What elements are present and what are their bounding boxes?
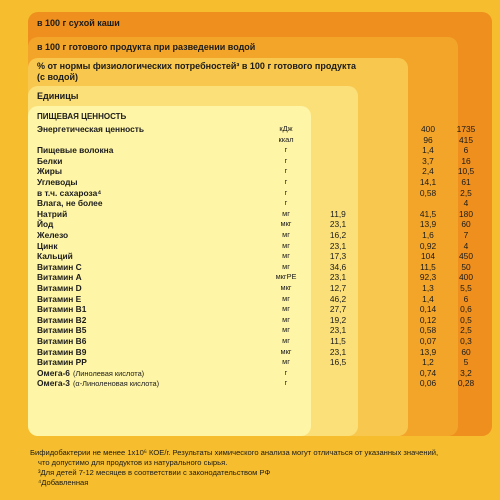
ready-product-cell: 1,3	[422, 283, 434, 293]
header-norm-line2: (с водой)	[37, 72, 79, 82]
table-row	[0, 156, 500, 167]
dry-product-cell: 3,2	[460, 367, 472, 378]
norm-percent-cell: 46,2	[329, 293, 347, 304]
nutrient-name	[37, 357, 87, 368]
nutrient-name	[37, 124, 144, 135]
table-row	[0, 145, 500, 156]
unit-cell: г	[284, 155, 288, 165]
unit-cell: г	[284, 145, 288, 155]
nutrient-name	[37, 304, 86, 315]
unit-cell: мг	[282, 293, 290, 303]
norm-percent-cell: 16,2	[329, 230, 347, 240]
footnote-line1: Бифидобактерии не менее 1х10⁶ КОЕ/г. Результаты химического анализа могут отличаться от указанных значений,	[30, 448, 439, 457]
ready-product-cell: 2,4	[422, 166, 434, 177]
unit-cell: мкг	[280, 346, 292, 356]
header-dry: в 100 г сухой каши	[37, 18, 120, 28]
unit-cell: мг	[282, 336, 290, 345]
nutrient-label: Кальций	[37, 251, 73, 262]
nutrient-label: Витамин В9	[37, 346, 87, 357]
unit-cell: мг	[282, 261, 290, 271]
dry-product-cell: 2,5	[460, 325, 472, 336]
ready-product-cell: 0,58	[419, 325, 437, 336]
nutrient-label: Витамин В6	[37, 336, 87, 346]
ready-product-cell: 0,92	[419, 240, 437, 251]
table-row	[0, 230, 500, 241]
nutrient-label: Витамин В1	[37, 304, 87, 315]
table-row	[0, 315, 500, 326]
unit-cell: мг	[282, 357, 290, 367]
norm-percent-cell: 27,7	[329, 304, 347, 315]
unit-cell: мкгРЕ	[275, 272, 297, 282]
dry-product-cell: 7	[463, 230, 469, 240]
nutrient-name	[37, 198, 102, 209]
dry-product-cell: 60	[461, 346, 471, 357]
ready-product-cell: 0,12	[419, 314, 437, 325]
unit-cell: мг	[282, 240, 290, 250]
nutrient-label: Натрий	[37, 208, 68, 219]
norm-percent-cell: 12,7	[329, 283, 347, 293]
nutrient-label: Витамин С	[37, 261, 82, 272]
unit-cell: мг	[282, 251, 290, 261]
dry-product-cell: 0,5	[460, 314, 472, 325]
table-row	[0, 262, 500, 273]
ready-product-cell: 1,6	[422, 230, 434, 240]
norm-percent-cell: 23,1	[329, 219, 347, 230]
unit-cell: мкг	[280, 283, 292, 292]
ready-product-cell: 1,4	[422, 293, 434, 304]
table-row	[0, 219, 500, 230]
nutrient-name	[37, 219, 53, 230]
norm-percent-cell: 23,1	[329, 272, 347, 283]
dry-product-cell: 4	[463, 198, 469, 209]
table-row	[0, 272, 500, 283]
nutrient-name	[37, 325, 86, 336]
dry-product-cell: 0,6	[460, 304, 472, 315]
table-row	[0, 357, 500, 368]
table-row	[0, 347, 500, 358]
nutrient-name	[37, 230, 68, 241]
nutrient-name	[37, 262, 82, 273]
nutrient-label: в т.ч. сахароза⁴	[37, 187, 102, 198]
dry-product-cell: 10,5	[457, 166, 475, 177]
section-title: ПИЩЕВАЯ ЦЕННОСТЬ	[37, 112, 127, 121]
footnote-line2: что допустимо для продуктов из натурального сырья.	[38, 458, 228, 467]
ready-product-cell: 0,58	[419, 187, 437, 198]
nutrient-name	[37, 294, 81, 305]
ready-product-cell: 11,5	[420, 261, 436, 272]
header-ready: в 100 г готового продукта при разведении водой	[37, 42, 256, 52]
footnote-line4: ⁴Добавленная	[38, 478, 89, 487]
nutrient-name	[37, 283, 82, 294]
footnote-line3: ³Для детей 7-12 месяцев в соответствии с законодательством РФ	[38, 468, 271, 477]
table-row	[0, 294, 500, 305]
dry-product-cell: 1735	[456, 124, 476, 134]
ready-product-cell: 14,1	[419, 177, 437, 187]
dry-product-cell: 0,28	[457, 378, 475, 389]
nutrient-name	[37, 177, 78, 188]
nutrient-label: Омега-6	[37, 367, 70, 378]
nutrient-label: Витамин В5	[37, 325, 87, 336]
dry-product-cell: 0,3	[460, 336, 472, 346]
dry-product-cell: 415	[459, 134, 473, 145]
dry-product-cell: 50	[461, 261, 471, 272]
table-row	[0, 198, 500, 209]
nutrient-name	[37, 378, 159, 390]
ready-product-cell: 0,14	[419, 304, 437, 315]
unit-cell: мг	[282, 304, 290, 314]
table-row	[0, 166, 500, 177]
table-row	[0, 304, 500, 315]
table-row	[0, 283, 500, 294]
norm-percent-cell: 23,1	[329, 346, 347, 357]
nutrient-label: Жиры	[37, 166, 62, 177]
norm-percent-cell: 11,9	[330, 208, 346, 219]
norm-percent-cell: 11,5	[330, 336, 346, 346]
nutrient-label: Витамин Е	[37, 293, 82, 304]
norm-percent-cell: 23,1	[329, 240, 347, 251]
dry-product-cell: 5,5	[460, 283, 472, 293]
table-row	[0, 188, 500, 199]
nutrient-label: Витамин В2	[37, 314, 87, 325]
unit-cell: мг	[282, 208, 290, 218]
ready-product-cell: 104	[421, 251, 435, 262]
ready-product-cell: 1,4	[422, 145, 434, 156]
ready-product-cell: 0,74	[419, 367, 437, 378]
nutrient-sublabel: (Линолевая кислота)	[72, 368, 145, 378]
nutrient-name	[37, 209, 67, 220]
unit-cell: ккал	[278, 134, 294, 144]
nutrient-label: Влага, не более	[37, 198, 103, 209]
norm-percent-cell: 34,6	[329, 261, 347, 272]
unit-cell: кДж	[279, 124, 293, 133]
dry-product-cell: 400	[459, 272, 473, 283]
nutrient-name	[37, 241, 58, 252]
header-norm-line1: % от нормы физиологических потребностей³ в 100 г готового продукта	[37, 61, 356, 71]
ready-product-cell: 41,5	[419, 208, 437, 219]
dry-product-cell: 61	[461, 177, 471, 187]
unit-cell: мг	[282, 230, 290, 239]
unit-cell: г	[284, 177, 288, 186]
nutrient-name	[37, 272, 82, 283]
nutrient-sublabel: (α-Линоленовая кислота)	[72, 379, 160, 389]
norm-percent-cell: 16,5	[329, 357, 347, 368]
table-row	[0, 209, 500, 220]
dry-product-cell: 2,5	[460, 187, 472, 198]
ready-product-cell: 13,9	[419, 219, 437, 230]
unit-cell: г	[284, 378, 288, 388]
unit-cell: мг	[282, 314, 290, 324]
nutrient-name	[37, 156, 62, 167]
nutrient-label: Энергетическая ценность	[37, 124, 145, 134]
nutrient-name	[37, 347, 86, 358]
ready-product-cell: 0,06	[419, 378, 437, 389]
dry-product-cell: 16	[461, 155, 471, 166]
dry-product-cell: 180	[459, 208, 473, 219]
unit-cell: мкг	[280, 219, 292, 229]
nutrient-label: Углеводы	[37, 177, 78, 187]
ready-product-cell: 3,7	[422, 155, 434, 166]
ready-product-cell: 0,07	[419, 336, 437, 346]
nutrient-name	[37, 166, 62, 177]
nutrient-label: Железо	[37, 230, 69, 240]
header-units: Единицы	[37, 91, 79, 101]
nutrient-label: Цинк	[37, 240, 58, 251]
table-row	[0, 368, 500, 379]
nutrient-name	[37, 315, 86, 326]
ready-product-cell: 400	[421, 124, 435, 134]
table-row	[0, 177, 500, 188]
ready-product-cell: 1,2	[422, 357, 434, 368]
ready-product-cell: 92,3	[419, 272, 437, 283]
table-row	[0, 124, 500, 135]
nutrient-name	[37, 251, 73, 262]
dry-product-cell: 6	[463, 293, 469, 304]
table-row	[0, 251, 500, 262]
nutrient-name	[37, 336, 86, 347]
nutrient-label: Пищевые волокна	[37, 145, 114, 156]
dry-product-cell: 60	[461, 219, 471, 230]
unit-cell: г	[284, 198, 288, 208]
table-row	[0, 135, 500, 146]
nutrient-label: Йод	[37, 219, 54, 230]
dry-product-cell: 6	[463, 145, 469, 156]
norm-percent-cell: 23,1	[329, 325, 347, 336]
norm-percent-cell: 17,3	[329, 251, 347, 262]
dry-product-cell: 5	[463, 357, 469, 368]
unit-cell: г	[284, 187, 288, 197]
dry-product-cell: 4	[463, 240, 469, 251]
unit-cell: мг	[282, 325, 290, 335]
unit-cell: г	[284, 166, 288, 176]
nutrient-label: Белки	[37, 155, 63, 166]
nutrient-label: Витамин РР	[37, 357, 87, 368]
table-row	[0, 325, 500, 336]
dry-product-cell: 450	[459, 251, 473, 262]
unit-cell: г	[284, 367, 288, 377]
nutrient-label: Омега-3	[37, 378, 70, 389]
table-row	[0, 241, 500, 252]
norm-percent-cell: 19,2	[329, 314, 347, 325]
nutrient-name	[37, 188, 101, 199]
ready-product-cell: 96	[423, 134, 433, 145]
nutrient-label: Витамин А	[37, 272, 82, 283]
nutrient-name	[37, 145, 113, 156]
table-row	[0, 336, 500, 347]
nutrient-label: Витамин D	[37, 283, 82, 293]
table-row	[0, 378, 500, 389]
ready-product-cell: 13,9	[419, 346, 437, 357]
